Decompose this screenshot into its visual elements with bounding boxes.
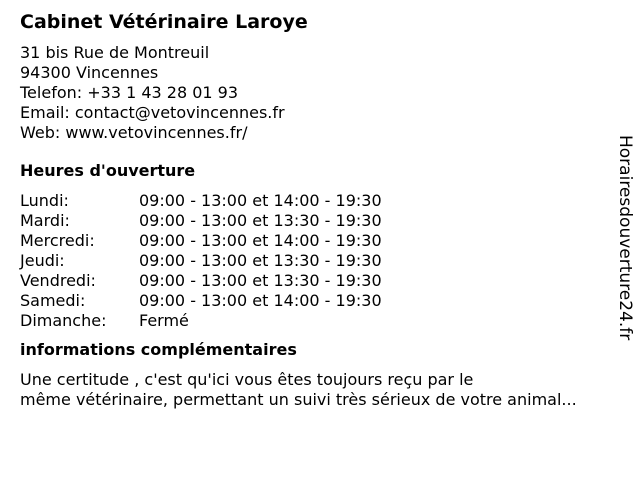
hours-row — [20, 211, 610, 231]
hours-row — [20, 291, 610, 311]
business-name: Cabinet Vétérinaire Laroye — [20, 11, 308, 33]
site-watermark: Horairesdouverture24.fr — [615, 135, 635, 341]
hours-row — [20, 191, 610, 211]
hours-row — [20, 311, 610, 331]
day-hours: 09:00 - 13:00 et 14:00 - 19:30 — [139, 291, 382, 310]
address-street: 31 bis Rue de Montreuil — [20, 43, 210, 62]
info-description — [20, 370, 610, 410]
hours-heading: Heures d'ouverture — [20, 161, 196, 180]
day-label: Jeudi: — [20, 251, 65, 270]
day-hours: 09:00 - 13:00 et 13:30 - 19:30 — [139, 251, 382, 270]
day-label: Lundi: — [20, 191, 69, 210]
day-hours: Fermé — [139, 311, 189, 330]
hours-row — [20, 251, 610, 271]
day-hours: 09:00 - 13:00 et 13:30 - 19:30 — [139, 271, 382, 290]
hours-row — [20, 271, 610, 291]
day-label: Vendredi: — [20, 271, 96, 290]
phone-number: Telefon: +33 1 43 28 01 93 — [20, 83, 239, 102]
email-address: Email: contact@vetovincennes.fr — [20, 103, 285, 122]
info-heading: informations complémentaires — [20, 340, 297, 359]
day-label: Mercredi: — [20, 231, 95, 250]
day-hours: 09:00 - 13:00 et 14:00 - 19:30 — [139, 231, 382, 250]
business-card — [20, 10, 610, 410]
hours-table — [20, 191, 610, 331]
contact-block — [20, 43, 610, 143]
day-hours: 09:00 - 13:00 et 13:30 - 19:30 — [139, 211, 382, 230]
info-line: même vétérinaire, permettant un suivi très sérieux de votre animal... — [20, 390, 577, 409]
hours-row — [20, 231, 610, 251]
website-url: Web: www.vetovincennes.fr/ — [20, 123, 248, 142]
info-line: Une certitude , c'est qu'ici vous êtes toujours reçu par le — [20, 370, 474, 389]
day-label: Dimanche: — [20, 311, 107, 330]
day-hours: 09:00 - 13:00 et 14:00 - 19:30 — [139, 191, 382, 210]
address-city: 94300 Vincennes — [20, 63, 159, 82]
day-label: Samedi: — [20, 291, 86, 310]
day-label: Mardi: — [20, 211, 70, 230]
